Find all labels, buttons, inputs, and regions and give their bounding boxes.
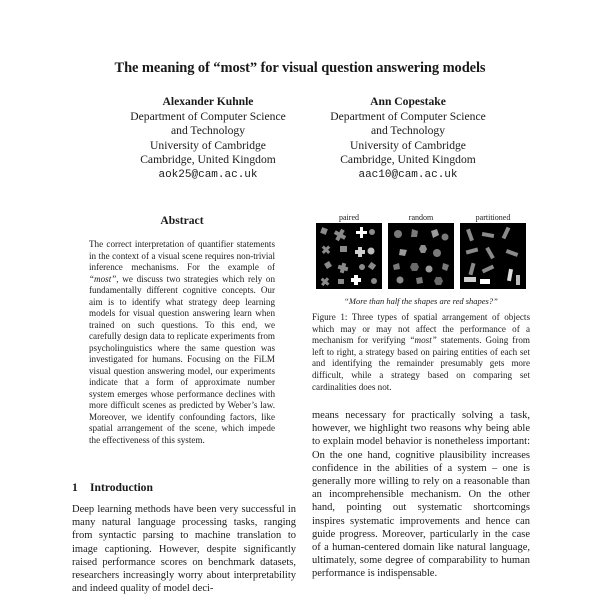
introduction-text: Deep learning methods have been very successful in many natural language processing tasks, ranging from syntactic parsing to machine translation to image captioning. However, despite significantly raised performance scores on benchmark datasets, researchers increasingly worry about interpretability and indeed quality of model deci- [72,504,296,595]
author-name: Ann Copestake [370,95,446,108]
panel-label: partitioned [475,213,511,222]
scene-image-paired [316,223,382,289]
author-department: Department of Computer Science [330,109,486,123]
author-location: Cambridge, United Kingdom [140,153,276,167]
abstract-text [89,239,275,446]
author-location: Cambridge, United Kingdom [340,153,476,167]
author-department-cont: and Technology [371,124,445,138]
caption-part-1: Figure 1: Three types of spatial arrangement of objects which may or may not affect the performance of a mechanism for verifying [312,312,530,346]
author-department: Department of Computer Science [130,109,286,123]
author-university: University of Cambridge [350,138,466,152]
panel-label: paired [339,213,359,222]
scene-image-random [388,223,454,289]
abstract-text-part-2: , we discuss two strategies which rely on fundamentally different cognitive concepts. Our aim is to identify what strategy deep learning models for visual question answering learn when trained on such questions. To this end, we carefully design data to replicate experiments from psycholinguistics where the same question was investigated for humans. Focusing on the FiLM visual question answering model, our experiments indicate that a form of approximate number system emerges whose performance declines with more difficult scenes as predicted by Weber’s law. Moreover, we identify confounding factors, like spatial arrangement of the scene, which impede the effectiveness of this system. [89,273,275,445]
figure-panel-paired [316,212,382,289]
section-heading-introduction [72,481,292,494]
caption-part-2: statements. Going from left to right, a strategy based on pairing entities of each set and identifying the remainder presumably gets more difficult, while a strategy based on comparing set cardinalities does not. [312,335,530,392]
author-block-copestake [298,95,518,183]
figure-panel-partitioned [460,212,526,289]
abstract-heading: Abstract [160,214,204,227]
author-email: aok25@cam.ac.uk [158,168,258,181]
abstract-text-emphasis: “most” [89,273,117,284]
section-number: 1 [72,481,78,494]
caption-emphasis: “most” [409,335,437,346]
author-department-cont: and Technology [171,124,245,138]
section-title: Introduction [90,481,153,494]
figure-panel-random [388,212,454,289]
author-block-kuhnle [98,95,318,183]
right-column-text: means necessary for practically solving a task, however, we highlight two reasons why being able to explain model behavior is nonetheless important: On the one hand, cognitive plausibility increases confidence in the abilities of a system – one is generally more willing to rely on a reasonable than an incomprehensible mechanism. On the other hand, pointing out systematic shortcomings inspires systematic improvements and hence can guide progress. Moreover, particularly in the case of a human-centered domain like natural language, ultimately, some degree of comparability to human performance is indispensable. [312,410,530,580]
figure-question: “More than half the shapes are red shapes?” [344,296,498,306]
paper-title: The meaning of “most” for visual question answering models [114,60,486,76]
figure-caption [312,312,530,393]
panel-label: random [408,213,434,222]
abstract-text-part-1: The correct interpretation of quantifier statements in the context of a visual scene requires non-trivial inference mechanisms. For the example of [89,239,275,272]
author-university: University of Cambridge [150,138,266,152]
author-name: Alexander Kuhnle [162,95,254,108]
scene-image-partitioned [460,223,526,289]
author-email: aac10@cam.ac.uk [358,168,458,181]
